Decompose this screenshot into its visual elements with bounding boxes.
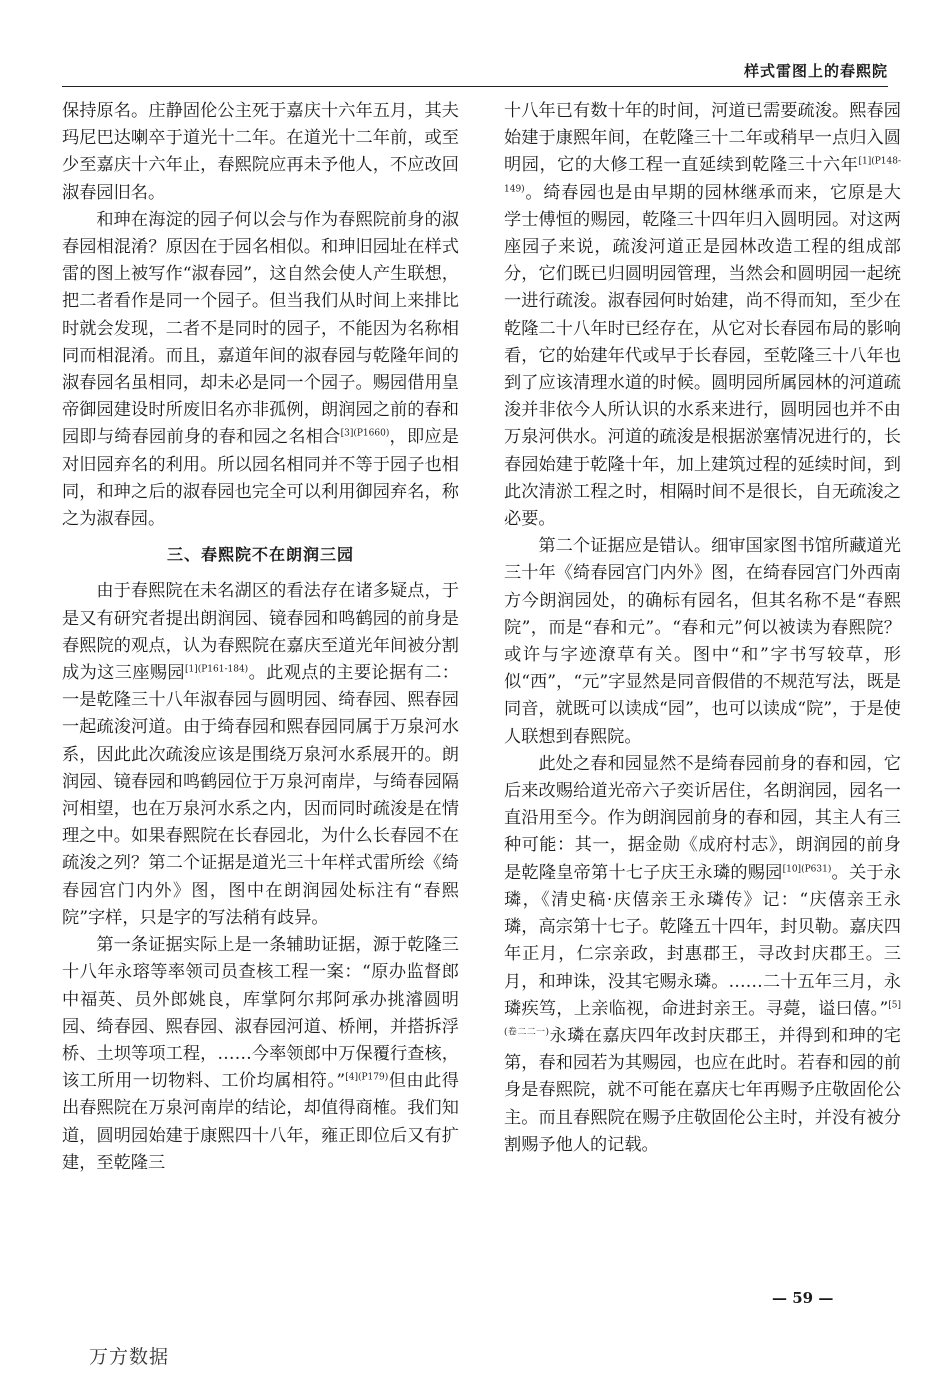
paragraph: 第二个证据应是错认。细审国家图书馆所藏道光三十年《绮春园宫门内外》图，在绮春园宫门外西南方今朗润园处，的确标有园名，但其名称不是“春熙院”，而是“春和元”。“春和元”何以被读为春熙院？或许与字迹潦草有关。图中“和”字书写较草，形似“西”，“元”字显然是同音假借的不规范写法，既是同音，就既可以读成“园”，也可以读成“院”，于是使人联想到春熙院。 — [504, 536, 901, 747]
citation: [5](卷二二一) — [504, 999, 901, 1038]
running-head: 样式雷图上的春熙院 — [743, 62, 888, 80]
citation: [3](P1660) — [340, 428, 390, 439]
paragraph: 此处之春和园显然不是绮春园前身的春和园，它后来改赐给道光帝六子奕䜣居住，名朗润园，园名一直沿用至今。作为朗润园前身的春和园，其主人有三种可能：其一，据金勋《成府村志》，朗润园的前身是乾隆皇帝第十七子庆王永璘的赐园$^{[10](P631)}$。关于永璘，《清史稿·庆僖亲王永璘传》记：“庆僖亲王永璘，高宗第十七子。乾隆五十四年，封贝勒。嘉庆四年正月，仁宗亲政，封惠郡王，寻改封庆郡王。三月，和珅诛，没其宅赐永璘。……二十五年三月，永璘疾笃，上亲临视，命进封亲王。寻薨，谥曰僖。”$^{[5](卷二二一)}$永璘在嘉庆四年改封庆郡王，并得到和珅的宅第，春和园若为其赐园，也应在此时。若春和园的前身是春熙院，就不可能在嘉庆七年再赐予庄敬固伦公主。而且春熙院在赐予庄敬固伦公主时，并没有被分割赐予他人的记载。 — [504, 753, 901, 1155]
citation: [4](P179) — [345, 1072, 389, 1083]
section-heading: 三、春熙院不在朗润三园 — [166, 545, 354, 565]
paragraph: 由于春熙院在未名湖区的看法存在诸多疑点，于是又有研究者提出朗润园、镜春园和鸣鹤园的前身是春熙院的观点，认为春熙院在嘉庆至道光年间被分割成为这三座赐园$^{[1](P161-184)}$。此观点的主要论据有二：一是乾隆三十八年淑春园与圆明园、绮春园、熙春园一起疏浚河道。由于绮春园和熙春园同属于万泉河水系，因此此次疏浚应该是围绕万泉河水系展开的。朗润园、镜春园和鸣鹤园位于万泉河南岸，与绮春园隔河相望，也在万泉河水系之内，因而同时疏浚是在情理之中。如果春熙院在长春园北，为什么长春园不在疏浚之列？第二个证据是道光三十年样式雷所绘《绮春园宫门内外》图，图中在朗润园处标注有“春熙院”字样，只是字的写法稍有歧异。 — [62, 581, 459, 928]
citation: [1](P148-149) — [504, 156, 901, 194]
right-column — [504, 98, 901, 1159]
citation: [10](P631) — [782, 863, 832, 874]
header-rule — [62, 86, 888, 87]
paragraph: 十八年已有数十年的时间，河道已需要疏浚。熙春园始建于康熙年间，在乾隆三十二年或稍早一点归入圆明园，它的大修工程一直延续到乾隆三十六年$^{[1](P148-149)}$。绮春园也是由早期的园林继承而来，它原是大学士傅恒的赐园，乾隆三十四年归入圆明园。对这两座园子来说，疏浚河道正是园林改造工程的组成部分，它们既已归圆明园管理，当然会和圆明园一起统一进行疏浚。淑春园何时始建，尚不得而知，至少在乾隆二十八年时已经存在，从它对长春园布局的影响看，它的始建年代或早于长春园，至乾隆三十八年也到了应该清理水道的时候。圆明园所属园林的河道疏浚并非依今人所认识的水系来进行，圆明园也并不由万泉河供水。河道的疏浚是根据淤塞情况进行的，长春园始建于乾隆十年，加上建筑过程的延续时间，到此次清淤工程之时，相隔时间不是很长，自无疏浚之必要。 — [504, 101, 901, 530]
page-number: — 59 — — [772, 1289, 834, 1307]
paragraph: 保持原名。庄静固伦公主死于嘉庆十六年五月，其夫玛尼巴达喇卒于道光十二年。在道光十二年前，或至少至嘉庆十六年止，春熙院应再未予他人，不应改回淑春园旧名。 — [62, 101, 459, 203]
paragraph: 第一条证据实际上是一条辅助证据，源于乾隆三十八年永瑢等率领司员查核工程一案：“原办监督郎中福英、员外郎姚良，库掌阿尔邦阿承办挑濬圆明园、绮春园、熙春园、淑春园河道、桥闸，并搭拆浮桥、土坝等项工程，……今率领郎中万保覆行查核，该工所用一切物料、工价均属相符。”$^{[4](P179)}$但由此得出春熙院在万泉河南岸的结论，却值得商榷。我们知道，圆明园始建于康熙四十八年，雍正即位后又有扩建，至乾隆三 — [62, 935, 459, 1173]
citation: [1](P161-184) — [184, 664, 249, 675]
left-column — [62, 98, 459, 1177]
watermark: 万方数据 — [89, 1346, 170, 1368]
paragraph: 和珅在海淀的园子何以会与作为春熙院前身的淑春园相混淆？原因在于园名相似。和珅旧园址在样式雷的图上被写作“淑春园”，这自然会使人产生联想，把二者看作是同一个园子。但当我们从时间上来排比时就会发现，二者不是同时的园子，不能因为名称相同而相混淆。而且，嘉道年间的淑春园与乾隆年间的淑春园名虽相同，却未必是同一个园子。赐园借用皇帝御园建设时所废旧名亦非孤例，朗润园之前的春和园即与绮春园前身的春和园之名相合$^{[3](P1660)}$，即应是对旧园弃名的利用。所以园名相同并不等于园子也相同，和珅之后的淑春园也完全可以利用御园弃名，称之为淑春园。 — [62, 209, 459, 530]
